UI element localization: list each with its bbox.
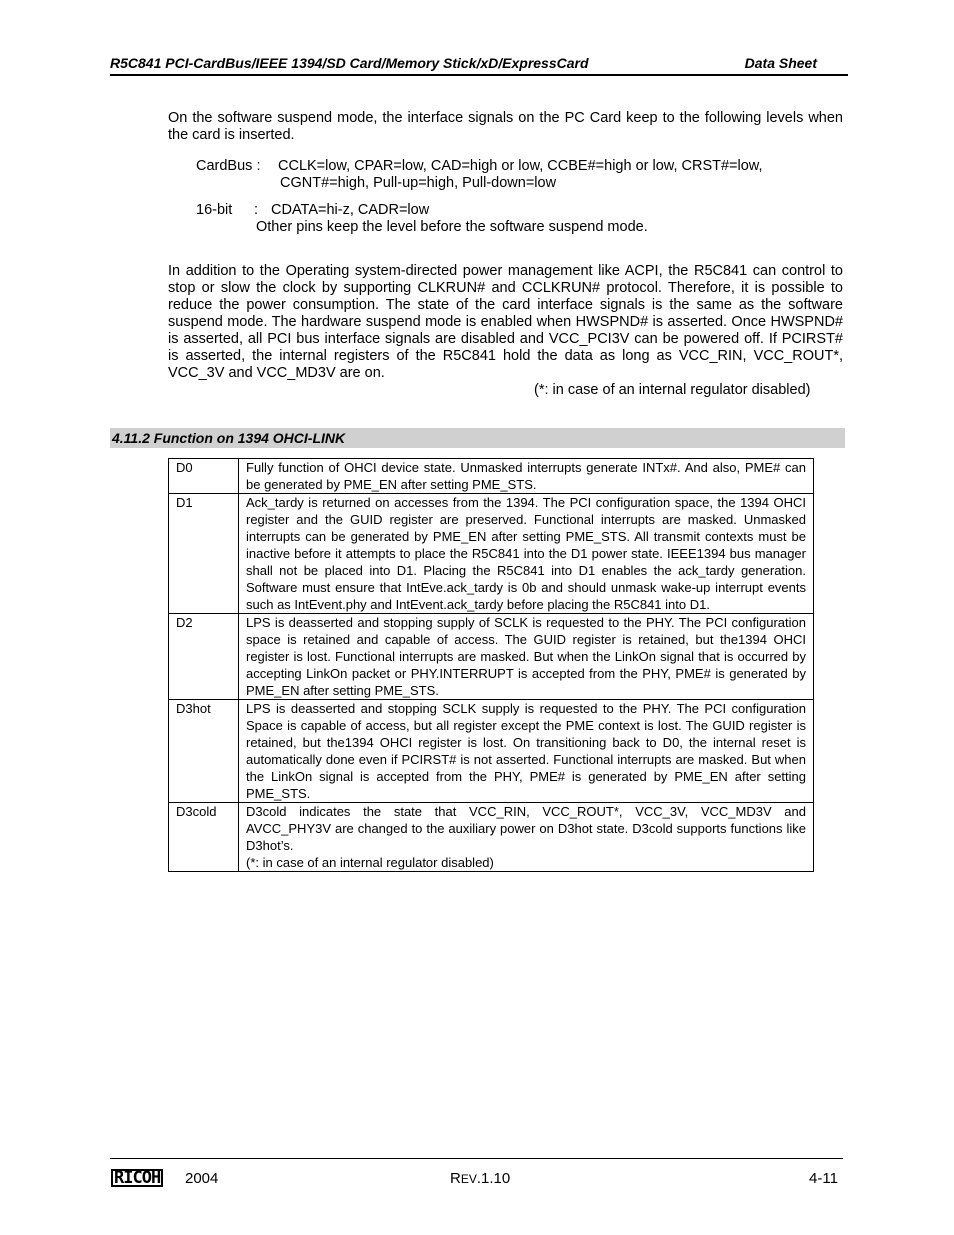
description-note: (*: in case of an internal regulator disabled) (246, 855, 494, 870)
cardbus-levels-line2: CGNT#=high, Pull-up=high, Pull-down=low (280, 175, 557, 191)
page-header (110, 54, 848, 76)
section-heading: 4.11.2 Function on 1394 OHCI-LINK (112, 430, 346, 446)
revision-small-caps: EV (460, 1172, 477, 1186)
description-cell: LPS is deasserted and stopping supply of SCLK is requested to the PHY. The PCI configuration space is retained and capable of access. The GUID register is retained, but the1394 OHCI register is lost. Functional interrupts are masked. But when the LinkOn signal that is occurred by accepting LinkOn packet or PHY.INTERRUPT is accepted from the PHY, PME# is generated by PME_EN after setting PME_STS. (239, 614, 814, 700)
bit16-levels-line1: CDATA=hi-z, CADR=low (271, 202, 430, 218)
footer-year: 2004 (185, 1170, 219, 1187)
description-cell: LPS is deasserted and stopping SCLK supply is requested to the PHY. The PCI configuration Space is capable of access, but all register except the PME context is lost. The GUID register is retained, but the1394 OHCI register is lost. On transitioning back to D0, the internal reset is automatically done even if PCIRST# is not asserted. Functional interrupts are masked. But when the LinkOn signal is accepted from the PHY, PME# is generated by PME_EN after setting PME_STS. (239, 700, 814, 803)
cardbus-label: CardBus : (196, 158, 261, 174)
revision-initial: R (450, 1170, 461, 1187)
cardbus-levels-line1: CCLK=low, CPAR=low, CAD=high or low, CCBE#=high or low, CRST#=low, (278, 158, 763, 174)
description-cell (239, 803, 814, 872)
document-type: Data Sheet (744, 55, 817, 71)
state-cell: D3hot (169, 700, 239, 803)
page-number: 4-11 (809, 1170, 838, 1187)
regulator-note: (*: in case of an internal regulator disabled) (534, 382, 811, 398)
ricoh-logo-text: RICOH (111, 1169, 163, 1187)
footer-revision (450, 1170, 510, 1187)
bit16-colon: : (254, 202, 259, 218)
section-heading-bar (110, 428, 845, 448)
bit16-levels-line2: Other pins keep the level before the software suspend mode. (256, 219, 648, 235)
hardware-suspend-paragraph: In addition to the Operating system-directed power management like ACPI, the R5C841 can control to stop or slow the clock by supporting CLKRUN# and CCLKRUN# protocol. Therefore, it is possible to reduce the power consumption. The state of the card interface signals is the same as the software suspend mode. The hardware suspend mode is enabled when HWSPND# is asserted. Once HWSPND# is asserted, all PCI bus interface signals are disabled and VCC_PCI3V can be powered off. If PCIRST# is asserted, the internal registers of the R5C841 hold the data as long as VCC_RIN, VCC_ROUT*, VCC_3V and VCC_MD3V are on. (168, 263, 843, 381)
description-cell: Ack_tardy is returned on accesses from the 1394. The PCI configuration space, the 1394 OHCI register and the GUID register are preserved. Functional interrupts are masked. Unmasked interrupts can be generated by PME_EN after setting PME_STS. All transmit contexts must be inactive before it attempts to place the R5C841 into the D1 power state. IEEE1394 bus manager shall not be placed into D1. Placing the R5C841 into D1 enables the ack_tardy generation. Software must ensure that IntEve.ack_tardy is 0b and should unmask wake-up interrupt events such as IntEvent.phy and IntEvent.ack_tardy before placing the R5C841 into D1. (239, 494, 814, 614)
table-row (169, 700, 814, 803)
document-title: R5C841 PCI-CardBus/IEEE 1394/SD Card/Memory Stick/xD/ExpressCard (110, 55, 589, 71)
state-cell: D3cold (169, 803, 239, 872)
table-row (169, 803, 814, 872)
table-row (169, 459, 814, 494)
description-text: D3cold indicates the state that VCC_RIN, VCC_ROUT*, VCC_3V, VCC_MD3V and AVCC_PHY3V are changed to the auxiliary power on D3hot state. D3cold supports functions like D3hot’s. (246, 804, 806, 853)
table-row (169, 614, 814, 700)
state-cell: D2 (169, 614, 239, 700)
ricoh-logo (111, 1168, 163, 1188)
bit16-label: 16-bit (196, 202, 233, 218)
description-cell: Fully function of OHCI device state. Unmasked interrupts generate INTx#. And also, PME# can be generated by PME_EN after setting PME_STS. (239, 459, 814, 494)
state-cell: D0 (169, 459, 239, 494)
revision-number: .1.10 (476, 1170, 511, 1187)
state-cell: D1 (169, 494, 239, 614)
table-row (169, 494, 814, 614)
intro-paragraph: On the software suspend mode, the interface signals on the PC Card keep to the following levels when the card is inserted. (168, 110, 843, 143)
footer-rule (110, 1158, 843, 1159)
power-state-table (168, 458, 814, 872)
